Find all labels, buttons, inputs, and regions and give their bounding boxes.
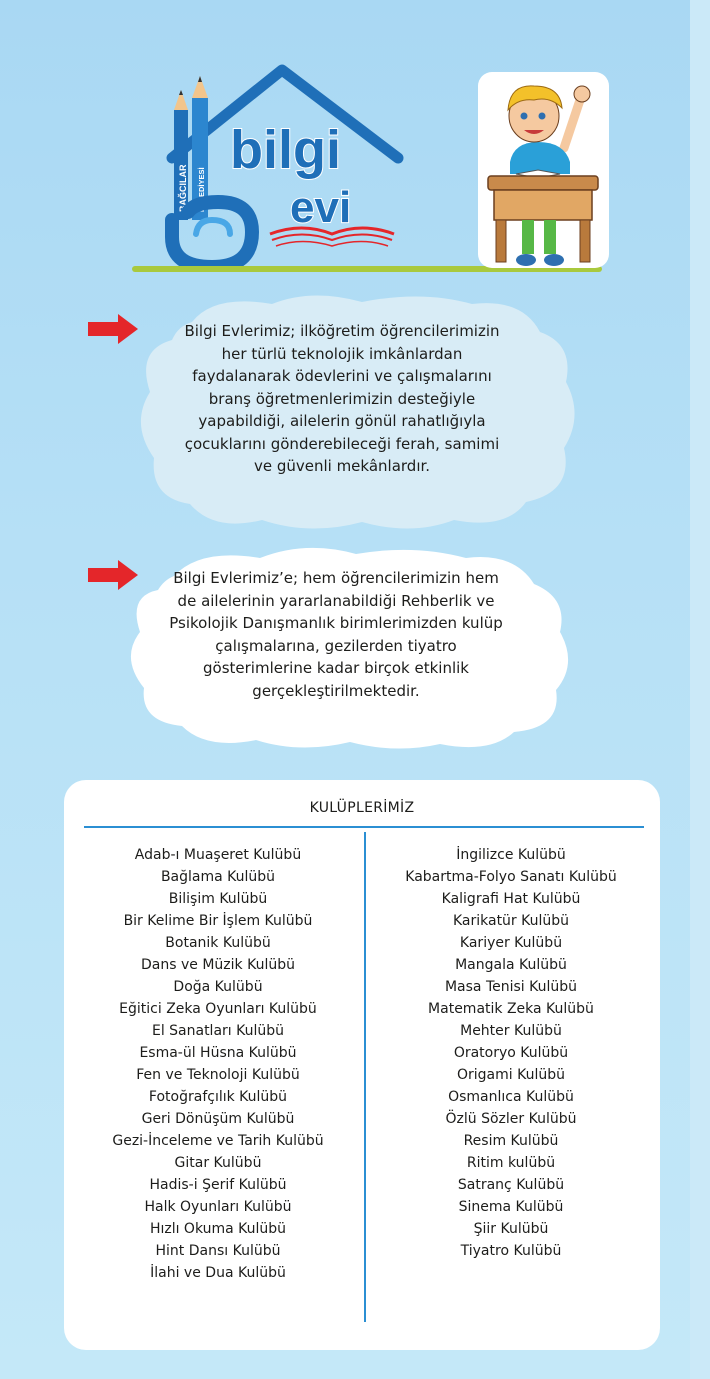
club-item: Özlü Sözler Kulübü <box>445 1111 577 1127</box>
club-item: Adab-ı Muaşeret Kulübü <box>134 847 302 863</box>
club-item: Kariyer Kulübü <box>459 935 563 951</box>
student-at-desk-illustration <box>476 70 611 270</box>
club-item: Origami Kulübü <box>457 1067 565 1083</box>
clubs-left-column <box>78 844 358 1284</box>
club-item: Mangala Kulübü <box>455 957 567 973</box>
club-item: Fotoğrafçılık Kulübü <box>148 1089 288 1105</box>
club-item: Doğa Kulübü <box>173 979 263 995</box>
clubs-title-rule <box>84 826 644 828</box>
info-text-2: Bilgi Evlerimiz’e; hem öğrencilerimizin hem de ailelerinin yararlanabildiği Rehberlik ve Psikolojik Danışmanlık birimlerimizden kulüp çalışmalarına, gezilerden tiyatro gösterimlerine kadar birçok etkinlik gerçekleştirilmektedir. <box>169 569 503 700</box>
club-item: İlahi ve Dua Kulübü <box>150 1265 286 1281</box>
svg-text:bilgi: bilgi <box>230 120 341 180</box>
club-item: Bir Kelime Bir İşlem Kulübü <box>123 913 313 929</box>
clubs-title: KULÜPLERİMİZ <box>309 800 415 816</box>
club-item: Hadis-i Şerif Kulübü <box>149 1177 287 1193</box>
club-item: El Sanatları Kulübü <box>151 1023 285 1039</box>
club-item: İngilizce Kulübü <box>456 847 566 863</box>
club-item: Kaligrafi Hat Kulübü <box>441 891 581 907</box>
club-item: Tiyatro Kulübü <box>460 1243 562 1259</box>
svg-text:BELEDİYESİ: BELEDİYESİ <box>197 167 206 212</box>
club-item: Eğitici Zeka Oyunları Kulübü <box>119 1001 317 1017</box>
clubs-card <box>64 780 660 1350</box>
club-item: Kabartma-Folyo Sanatı Kulübü <box>405 869 617 885</box>
clubs-column-divider <box>364 832 366 1322</box>
club-item: Mehter Kulübü <box>460 1023 562 1039</box>
club-item: Şiir Kulübü <box>473 1221 549 1237</box>
club-item: Ritim kulübü <box>466 1155 556 1171</box>
svg-text:evi: evi <box>290 183 352 232</box>
svg-text:BAĞCILAR: BAĞCILAR <box>178 164 188 212</box>
club-item: Gitar Kulübü <box>174 1155 262 1171</box>
club-item: Fen ve Teknoloji Kulübü <box>136 1067 300 1083</box>
club-item: Resim Kulübü <box>463 1133 559 1149</box>
club-item: Osmanlıca Kulübü <box>448 1089 574 1105</box>
club-item: Geri Dönüşüm Kulübü <box>141 1111 295 1127</box>
club-item: Gezi-İnceleme ve Tarih Kulübü <box>112 1133 324 1149</box>
club-item: Esma-ül Hüsna Kulübü <box>139 1045 297 1061</box>
club-item: Hint Dansı Kulübü <box>155 1243 281 1259</box>
club-item: Oratoryo Kulübü <box>453 1045 569 1061</box>
club-item: Matematik Zeka Kulübü <box>428 1001 594 1017</box>
clubs-right-column <box>370 844 652 1262</box>
club-item: Sinema Kulübü <box>458 1199 564 1215</box>
right-edge-strip <box>690 0 710 1379</box>
bilgi-evi-logo <box>150 62 410 272</box>
club-item: Botanik Kulübü <box>165 935 271 951</box>
club-item: Masa Tenisi Kulübü <box>444 979 578 995</box>
club-item: Bağlama Kulübü <box>160 869 276 885</box>
red-arrow-icon <box>88 314 138 344</box>
club-item: Satranç Kulübü <box>457 1177 565 1193</box>
info-text-1: Bilgi Evlerimiz; ilköğretim öğrencilerimizin her türlü teknolojik imkânlardan faydalanarak ödevlerini ve çalışmalarını branş öğretmenlerimizin desteğiyle yapabildiği, ailelerin gönül rahatlığıyla çocuklarını gönderebileceği ferah, samimi ve güvenli mekânlardır. <box>184 322 500 475</box>
club-item: Dans ve Müzik Kulübü <box>141 957 295 973</box>
club-item: Halk Oyunları Kulübü <box>144 1199 292 1215</box>
club-item: Karikatür Kulübü <box>452 913 570 929</box>
club-item: Hızlı Okuma Kulübü <box>149 1221 287 1237</box>
club-item: Bilişim Kulübü <box>168 891 268 907</box>
